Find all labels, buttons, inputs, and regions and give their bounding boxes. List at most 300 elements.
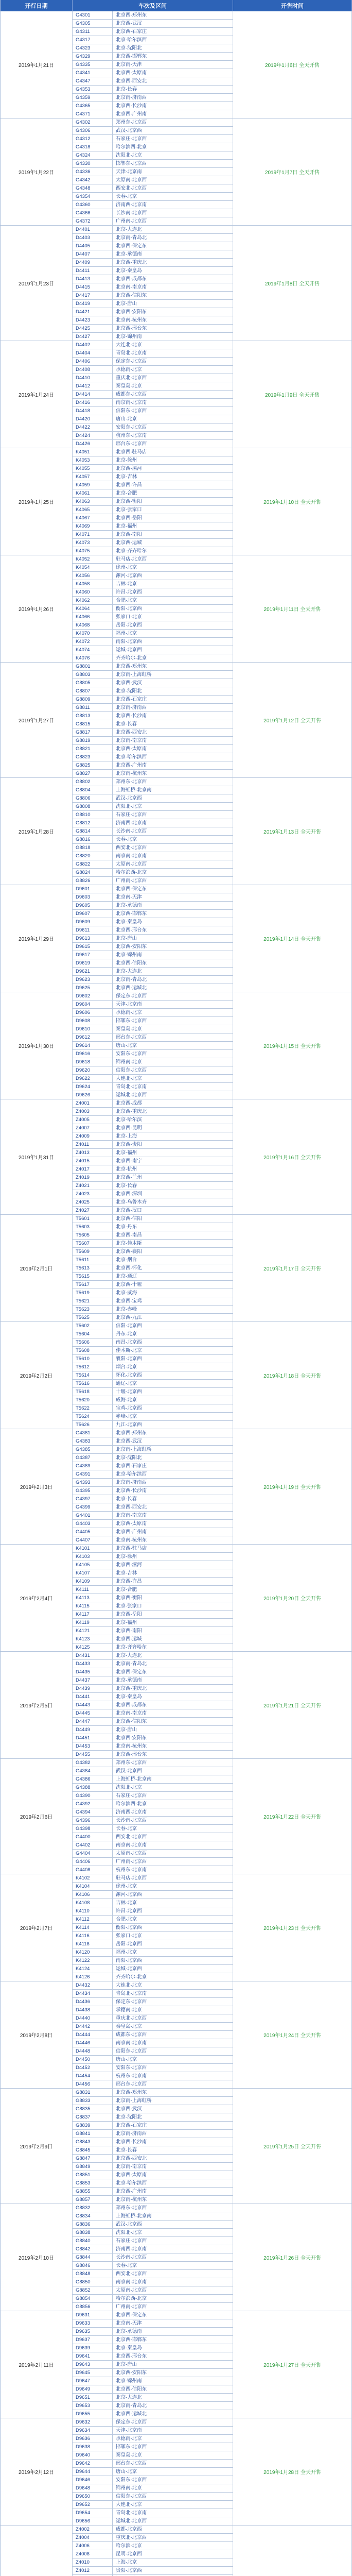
train-route: 北京-哈尔滨 — [113, 1116, 233, 1124]
train-route: 北京西-许昌 — [113, 1578, 233, 1586]
train-code: K4104 — [73, 1883, 113, 1891]
train-route: 北京-哈尔滨西 — [113, 2179, 233, 2188]
train-route: 南阳-北京西 — [113, 1957, 233, 1965]
train-route: 长春-北京 — [113, 836, 233, 844]
train-route: 驻马店-北京西 — [113, 1874, 233, 1883]
train-code: G4329 — [73, 53, 113, 61]
train-code: T5606 — [73, 1338, 113, 1347]
train-route: 襄阳-北京西 — [113, 1355, 233, 1363]
table-row — [73, 1751, 233, 1759]
table-row — [73, 1446, 233, 1454]
table-row — [73, 349, 233, 358]
train-code: D4432 — [73, 1981, 113, 1990]
table-row — [73, 1784, 233, 1792]
train-route: 哈尔滨西-北京 — [113, 869, 233, 877]
train-code: G4406 — [73, 1858, 113, 1866]
train-code: G4317 — [73, 36, 113, 44]
table-row — [73, 1668, 233, 1676]
train-route: 北京西-重庆北 — [113, 1108, 233, 1116]
travel-date: 2019年1月28日 — [1, 778, 73, 885]
train-route: 北京西-南阳 — [113, 1627, 233, 1635]
train-code: D4402 — [73, 341, 113, 349]
date-group — [1, 1759, 352, 1874]
table-row — [73, 811, 233, 819]
table-row — [73, 2501, 233, 2509]
train-route: 杭州东-北京南 — [113, 1866, 233, 1874]
table-row — [73, 2509, 233, 2517]
train-code: K4051 — [73, 448, 113, 456]
train-route: 北京-乌鲁木齐 — [113, 1198, 233, 1207]
table-row — [73, 374, 233, 382]
train-code: D4405 — [73, 242, 113, 250]
table-row — [73, 1858, 233, 1866]
table-row — [73, 1569, 233, 1578]
train-code: G4392 — [73, 1800, 113, 1808]
train-route: 北京西-石家庄 — [113, 1462, 233, 1470]
train-route: 郑州东-北京西 — [113, 778, 233, 786]
table-row — [73, 1017, 233, 1025]
train-route: 齐齐哈尔-北京 — [113, 1973, 233, 1981]
train-code: G8851 — [73, 2171, 113, 2179]
table-row — [73, 2352, 233, 2361]
train-route: 北京-吉林 — [113, 473, 233, 481]
train-route: 天津-北京南 — [113, 1001, 233, 1009]
train-code: D9632 — [73, 2418, 113, 2427]
table-row — [73, 1932, 233, 1940]
train-code: D9648 — [73, 2484, 113, 2493]
train-code: G8817 — [73, 728, 113, 737]
train-code: Z4015 — [73, 1157, 113, 1165]
date-group — [1, 555, 352, 663]
train-code: K4108 — [73, 1899, 113, 1907]
train-route: 北京西-长沙南 — [113, 102, 233, 110]
travel-date: 2019年2月9日 — [1, 2089, 73, 2204]
table-row — [73, 1594, 233, 1602]
train-list — [73, 1545, 233, 1652]
table-row — [73, 2476, 233, 2484]
train-route: 北京西-运城北 — [113, 984, 233, 992]
table-row — [73, 1355, 233, 1363]
table-row — [73, 1742, 233, 1751]
train-code: K4122 — [73, 1957, 113, 1965]
sale-time: 2019年1月28日 全天开售 — [233, 2418, 352, 2526]
train-route: 沈阳北-北京 — [113, 151, 233, 160]
table-row — [73, 2369, 233, 2377]
date-group — [1, 1215, 352, 1322]
train-route: 北京-通辽 — [113, 1273, 233, 1281]
train-code: G4408 — [73, 1866, 113, 1874]
train-code: D9633 — [73, 2319, 113, 2328]
table-row — [73, 1297, 233, 1306]
table-row — [73, 1124, 233, 1132]
train-route: 烟台-北京 — [113, 1363, 233, 1371]
table-row — [73, 2006, 233, 2014]
train-code: G4323 — [73, 44, 113, 53]
table-row — [73, 2122, 233, 2130]
train-code: G8843 — [73, 2138, 113, 2146]
train-code: D4410 — [73, 374, 113, 382]
train-code: G4393 — [73, 1479, 113, 1487]
train-code: T5609 — [73, 1248, 113, 1256]
train-code: Z4027 — [73, 1207, 113, 1215]
train-route: 北京西-昆明 — [113, 1124, 233, 1132]
table-row — [73, 1635, 233, 1643]
train-code: D4404 — [73, 349, 113, 358]
train-code: G8801 — [73, 663, 113, 671]
train-route: 岳阳-北京西 — [113, 621, 233, 630]
train-route: 北京南-南京南 — [113, 1512, 233, 1520]
table-row — [73, 1437, 233, 1446]
train-route: 北京-吉林 — [113, 1569, 233, 1578]
train-code: D4401 — [73, 226, 113, 234]
train-route: 驻马店-北京西 — [113, 555, 233, 564]
train-code: D4427 — [73, 333, 113, 341]
train-route: 北京-唐山 — [113, 300, 233, 308]
train-route: 赤峰-北京 — [113, 1413, 233, 1421]
travel-date: 2019年2月10日 — [1, 2204, 73, 2311]
train-code: G8841 — [73, 2130, 113, 2138]
train-route: 北京-长春 — [113, 86, 233, 94]
sale-time: 2019年1月21日 全天开售 — [233, 1652, 352, 1759]
table-row — [73, 1462, 233, 1470]
train-route: 北京西-南阳 — [113, 531, 233, 539]
table-row — [73, 209, 233, 217]
train-route: 太原南-北京西 — [113, 176, 233, 184]
train-code: D4403 — [73, 234, 113, 242]
travel-date: 2019年1月26日 — [1, 555, 73, 663]
train-code: Z4005 — [73, 1116, 113, 1124]
date-group — [1, 448, 352, 555]
train-code: G8839 — [73, 2122, 113, 2130]
table-row — [73, 588, 233, 597]
train-route: 秦皇岛-北京 — [113, 1025, 233, 1033]
table-row — [73, 1091, 233, 1099]
train-route: 运城-北京西 — [113, 646, 233, 654]
train-code: D9634 — [73, 2427, 113, 2435]
table-row — [73, 2056, 233, 2064]
train-list — [73, 2526, 233, 2576]
table-row — [73, 2155, 233, 2163]
train-code: G8804 — [73, 786, 113, 794]
train-route: 北京-合肥 — [113, 1586, 233, 1594]
table-row — [73, 275, 233, 283]
table-row — [73, 1149, 233, 1157]
train-route: 北京西-安阳东 — [113, 1734, 233, 1742]
train-code: G8833 — [73, 2097, 113, 2105]
table-row — [73, 1578, 233, 1586]
train-route: 北京西-襄阳 — [113, 1248, 233, 1256]
train-route: 北京-徐州 — [113, 1553, 233, 1561]
table-row — [73, 300, 233, 308]
train-code: D4417 — [73, 292, 113, 300]
table-row — [73, 926, 233, 935]
header-travel-date: 开行日期 — [1, 0, 73, 11]
table-row — [73, 1866, 233, 1874]
table-row — [73, 761, 233, 770]
table-row — [73, 1371, 233, 1380]
table-row — [73, 2188, 233, 2196]
train-code: G4348 — [73, 184, 113, 193]
table-row — [73, 597, 233, 605]
table-row — [73, 1701, 233, 1709]
train-route: 青岛北-北京南 — [113, 349, 233, 358]
sale-time: 2019年1月11日 全天开售 — [233, 555, 352, 663]
train-code: G8813 — [73, 712, 113, 720]
train-route: 北京-长春 — [113, 1182, 233, 1190]
train-route: 西安北-北京西 — [113, 2270, 233, 2278]
train-route: 北京南-杭州东 — [113, 1742, 233, 1751]
train-route: 南昌-北京西 — [113, 1338, 233, 1347]
train-route: 宝鸡-北京西 — [113, 1404, 233, 1413]
train-route: 北京-大连北 — [113, 226, 233, 234]
train-code: G8805 — [73, 679, 113, 687]
table-row — [73, 193, 233, 201]
travel-date: 2019年1月29日 — [1, 885, 73, 992]
table-row — [73, 2542, 233, 2550]
table-row — [73, 2534, 233, 2542]
train-code: D9626 — [73, 1091, 113, 1099]
table-row — [73, 135, 233, 143]
train-route: 安阳东-北京西 — [113, 1050, 233, 1058]
table-row — [73, 572, 233, 580]
train-route: 武汉-北京西 — [113, 794, 233, 803]
table-row — [73, 2344, 233, 2352]
table-row — [73, 1347, 233, 1355]
table-row — [73, 2138, 233, 2146]
table-row — [73, 951, 233, 959]
table-row — [73, 2328, 233, 2336]
train-route: 北京南-上海虹桥 — [113, 671, 233, 679]
train-route: 北京-赤峰 — [113, 1306, 233, 1314]
table-row — [73, 1817, 233, 1825]
table-row — [73, 2336, 233, 2344]
train-code: G4394 — [73, 1808, 113, 1817]
train-code: K4058 — [73, 580, 113, 588]
train-code: D4413 — [73, 275, 113, 283]
train-route: 北京-秦皇岛 — [113, 267, 233, 275]
train-code: G4305 — [73, 20, 113, 28]
table-row — [73, 432, 233, 440]
train-code: G4385 — [73, 1446, 113, 1454]
train-route: 南京南-北京南 — [113, 2039, 233, 2047]
date-group — [1, 226, 352, 341]
train-code: G4372 — [73, 217, 113, 226]
train-route: 福州-北京 — [113, 1948, 233, 1957]
train-route: 北京西-西安北 — [113, 1503, 233, 1512]
table-row — [73, 160, 233, 168]
table-row — [73, 1841, 233, 1850]
table-row — [73, 1495, 233, 1503]
train-route: 北京西-兰州 — [113, 1174, 233, 1182]
table-row — [73, 1042, 233, 1050]
train-route: 南阳-北京西 — [113, 638, 233, 646]
table-row — [73, 522, 233, 531]
train-route: 北京-威海 — [113, 1289, 233, 1297]
train-route: 北京南-青岛北 — [113, 234, 233, 242]
train-code: D4454 — [73, 2072, 113, 2080]
train-route: 丹东-北京 — [113, 1330, 233, 1338]
train-route: 邢台东-北京西 — [113, 1033, 233, 1042]
table-row — [73, 2295, 233, 2303]
train-route: 北京西-西安北 — [113, 728, 233, 737]
table-row — [73, 481, 233, 489]
train-code: G8811 — [73, 704, 113, 712]
train-code: G8832 — [73, 2204, 113, 2212]
train-route: 信阳东-北京西 — [113, 407, 233, 415]
train-route: 太原南-北京西 — [113, 2286, 233, 2295]
train-list — [73, 885, 233, 992]
train-route: 南京南-北京南 — [113, 1841, 233, 1850]
sale-time: 2019年1月13日 全天开售 — [233, 778, 352, 885]
table-row — [73, 201, 233, 209]
train-route: 青岛北-北京南 — [113, 1083, 233, 1091]
header-sale-time: 开售时间 — [233, 0, 352, 11]
table-row — [73, 259, 233, 267]
table-row — [73, 1520, 233, 1528]
train-route: 北京西-成都东 — [113, 275, 233, 283]
train-route: 邯郸东-北京西 — [113, 1017, 233, 1025]
table-row — [73, 605, 233, 613]
sale-time: 2019年1月22日 全天开售 — [233, 1759, 352, 1874]
table-row — [73, 547, 233, 555]
train-route: 唐山-北京 — [113, 415, 233, 423]
table-row — [73, 283, 233, 292]
table-row — [73, 1001, 233, 1009]
train-route: 运城-北京西 — [113, 1965, 233, 1973]
train-code: D9612 — [73, 1033, 113, 1042]
train-route: 承德南-北京 — [113, 2006, 233, 2014]
table-row — [73, 423, 233, 432]
table-row — [73, 1850, 233, 1858]
train-route: 天津-北京南 — [113, 2427, 233, 2435]
table-row — [73, 1223, 233, 1231]
train-code: G4342 — [73, 176, 113, 184]
table-row — [73, 325, 233, 333]
table-row — [73, 1561, 233, 1569]
train-code: G8815 — [73, 720, 113, 728]
train-route: 北京西-信阳东 — [113, 1718, 233, 1726]
train-code: G4396 — [73, 1817, 113, 1825]
table-row — [73, 1470, 233, 1479]
train-list — [73, 1759, 233, 1874]
train-code: G4403 — [73, 1520, 113, 1528]
train-code: K4120 — [73, 1948, 113, 1957]
train-code: D4452 — [73, 2064, 113, 2072]
table-row — [73, 1891, 233, 1899]
table-row — [73, 531, 233, 539]
train-code: T5622 — [73, 1404, 113, 1413]
train-code: K4119 — [73, 1619, 113, 1627]
train-code: D9653 — [73, 2402, 113, 2410]
train-route: 长春-北京 — [113, 1825, 233, 1833]
train-route: 哈尔滨西-北京 — [113, 143, 233, 151]
table-row — [73, 110, 233, 118]
table-row — [73, 778, 233, 786]
train-route: 北京西-邯郸东 — [113, 910, 233, 918]
train-code: D4435 — [73, 1668, 113, 1676]
train-route: 十堰-北京西 — [113, 1388, 233, 1396]
train-route: 北京-唐山 — [113, 935, 233, 943]
table-row — [73, 2278, 233, 2286]
table-row — [73, 2023, 233, 2031]
date-group — [1, 1322, 352, 1429]
table-row — [73, 489, 233, 498]
train-code: T5619 — [73, 1289, 113, 1297]
table-row — [73, 1660, 233, 1668]
train-code: G4384 — [73, 1767, 113, 1775]
sale-time: 2019年1月26日 全天开售 — [233, 2204, 352, 2311]
train-code: D9606 — [73, 1009, 113, 1017]
sale-time: 2019年1月9日 全天开售 — [233, 341, 352, 448]
train-route: 北京-上海 — [113, 1132, 233, 1141]
table-row — [73, 935, 233, 943]
train-route: 北京西-衡阳 — [113, 498, 233, 506]
train-route: 通辽-北京 — [113, 1380, 233, 1388]
train-code: G8823 — [73, 753, 113, 761]
train-code: G8822 — [73, 860, 113, 869]
train-code: G8855 — [73, 2188, 113, 2196]
train-code: K4067 — [73, 514, 113, 522]
train-code: D9622 — [73, 1075, 113, 1083]
train-code: K4054 — [73, 564, 113, 572]
train-route: 北京-张家口 — [113, 1602, 233, 1611]
train-code: G4391 — [73, 1470, 113, 1479]
train-route: 北京西-邯郸东 — [113, 2336, 233, 2344]
train-code: D9631 — [73, 2311, 113, 2319]
train-code: D4450 — [73, 2056, 113, 2064]
table-row — [73, 1281, 233, 1289]
table-row — [73, 1050, 233, 1058]
table-row — [73, 2377, 233, 2385]
train-code: K4068 — [73, 621, 113, 630]
train-code: D9623 — [73, 976, 113, 984]
table-row — [73, 794, 233, 803]
train-code: D4434 — [73, 1990, 113, 1998]
table-row — [73, 2064, 233, 2072]
table-row — [73, 646, 233, 654]
train-code: D9611 — [73, 926, 113, 935]
table-row — [73, 2130, 233, 2138]
date-group — [1, 1874, 352, 1981]
train-route: 上海虹桥-北京南 — [113, 1775, 233, 1784]
train-code: Z4012 — [73, 2567, 113, 2575]
train-code: K4070 — [73, 630, 113, 638]
train-code: G8827 — [73, 770, 113, 778]
train-route: 张家口-北京 — [113, 613, 233, 621]
date-group — [1, 663, 352, 778]
date-group — [1, 2526, 352, 2576]
travel-date: 2019年1月25日 — [1, 448, 73, 555]
table-row — [73, 1512, 233, 1520]
table-row — [73, 1248, 233, 1256]
train-route: 北京西-西安北 — [113, 2155, 233, 2163]
travel-date: 2019年1月23日 — [1, 226, 73, 341]
train-route: 北京西-十堰 — [113, 1281, 233, 1289]
table-row — [73, 1207, 233, 1215]
table-row — [73, 2163, 233, 2171]
train-route: 青岛北-北京南 — [113, 1990, 233, 1998]
table-row — [73, 514, 233, 522]
train-list — [73, 1322, 233, 1429]
table-row — [73, 621, 233, 630]
table-row — [73, 341, 233, 349]
table-row — [73, 877, 233, 885]
date-group — [1, 2089, 352, 2204]
train-route: 北京-长春 — [113, 1495, 233, 1503]
train-list — [73, 778, 233, 885]
train-code: K4074 — [73, 646, 113, 654]
train-code: Z4021 — [73, 1182, 113, 1190]
